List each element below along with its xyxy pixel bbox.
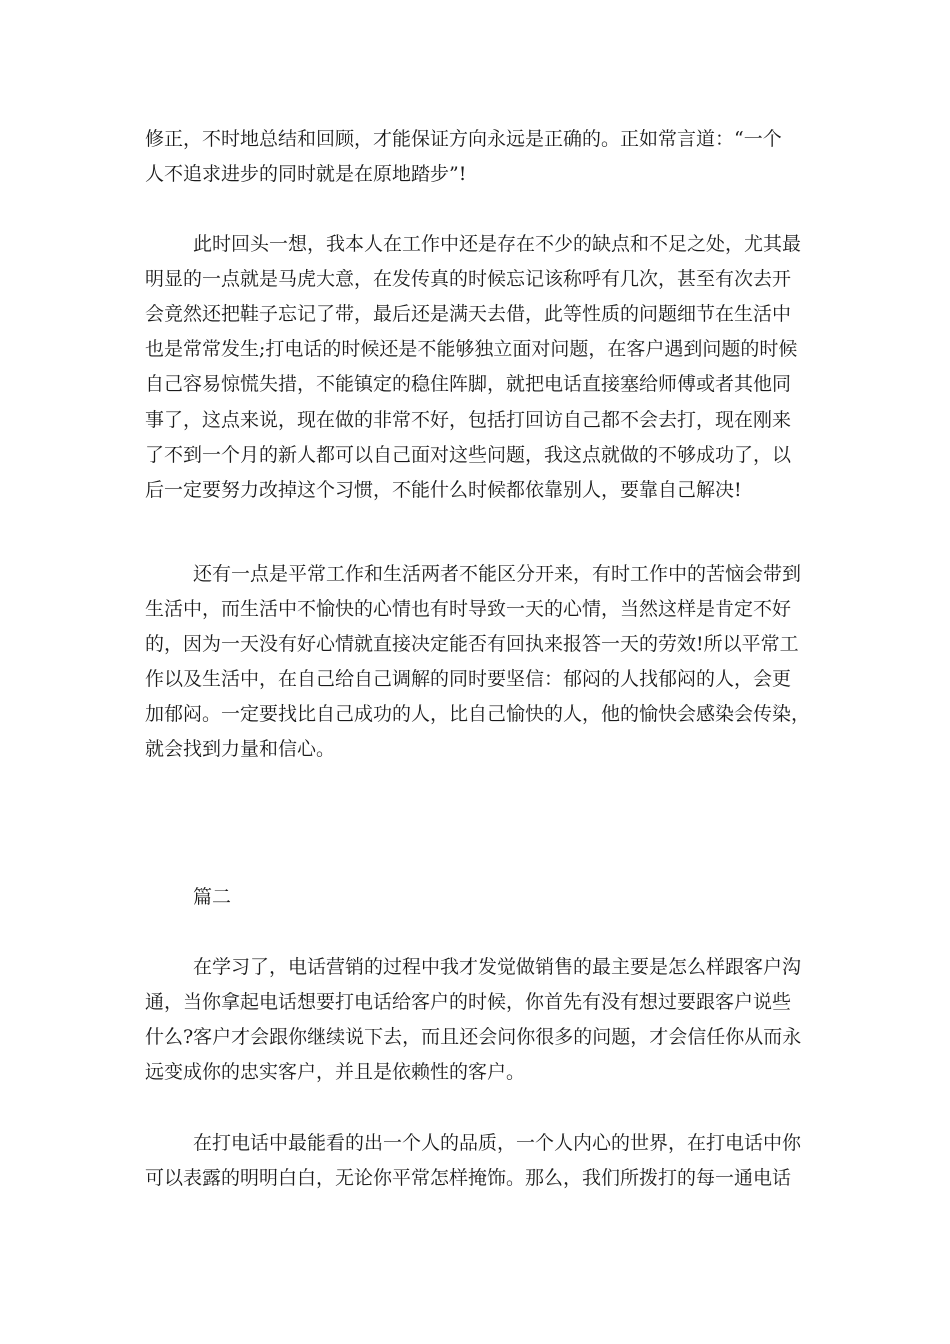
paragraph-1-line-2: 人不追求进步的同时就是在原地踏步”! bbox=[145, 163, 467, 185]
paragraph-3-line-2: 生活中，而生活中不愉快的心情也有时导致一天的心情，当然这样是肯定不好 bbox=[145, 598, 792, 620]
paragraph-4-line-3: 什么?客户才会跟你继续说下去，而且还会问你很多的问题，才会信任你从而永 bbox=[145, 1026, 802, 1048]
paragraph-2-line-5: 自己容易惊慌失措，不能镇定的稳住阵脚，就把电话直接塞给师傅或者其他同 bbox=[145, 373, 792, 395]
paragraph-5-line-1: 在打电话中最能看的出一个人的品质，一个人内心的世界，在打电话中你 bbox=[193, 1132, 802, 1154]
paragraph-4-line-1: 在学习了，电话营销的过程中我才发觉做销售的最主要是怎么样跟客户沟 bbox=[193, 956, 802, 978]
section-heading: 篇二 bbox=[193, 886, 232, 908]
paragraph-3-line-5: 加郁闷。一定要找比自己成功的人，比自己愉快的人，他的愉快会感染会传染， bbox=[145, 703, 811, 725]
paragraph-5-line-2: 可以表露的明明白白，无论你平常怎样掩饰。那么，我们所拨打的每一通电话 bbox=[145, 1167, 792, 1189]
paragraph-2-line-1: 此时回头一想，我本人在工作中还是存在不少的缺点和不足之处，尤其最 bbox=[193, 233, 802, 255]
paragraph-4-line-2: 通，当你拿起电话想要打电话给客户的时候，你首先有没有想过要跟客户说些 bbox=[145, 991, 792, 1013]
paragraph-2-line-3: 会竟然还把鞋子忘记了带，最后还是满天去借，此等性质的问题细节在生活中 bbox=[145, 303, 792, 325]
paragraph-3-line-1: 还有一点是平常工作和生活两者不能区分开来，有时工作中的苦恼会带到 bbox=[193, 563, 802, 585]
paragraph-1-line-1: 修正，不时地总结和回顾，才能保证方向永远是正确的。正如常言道：“一个 bbox=[145, 128, 782, 150]
paragraph-2-line-6: 事了，这点来说，现在做的非常不好，包括打回访自己都不会去打，现在刚来 bbox=[145, 409, 792, 431]
paragraph-4-line-4: 远变成你的忠实客户，并且是依赖性的客户。 bbox=[145, 1061, 526, 1083]
paragraph-2-line-7: 了不到一个月的新人都可以自己面对这些问题，我这点就做的不够成功了，以 bbox=[145, 444, 792, 466]
paragraph-2-line-4: 也是常常发生;打电话的时候还是不能够独立面对问题，在客户遇到问题的时候 bbox=[145, 338, 798, 360]
paragraph-3-line-3: 的，因为一天没有好心情就直接决定能否有回执来报答一天的劳效!所以平常工 bbox=[145, 633, 799, 655]
paragraph-3-line-4: 作以及生活中，在自己给自己调解的同时要坚信：郁闷的人找郁闷的人，会更 bbox=[145, 668, 792, 690]
paragraph-2-line-2: 明显的一点就是马虎大意，在发传真的时候忘记该称呼有几次，甚至有次去开 bbox=[145, 268, 792, 290]
paragraph-2-line-8: 后一定要努力改掉这个习惯，不能什么时候都依靠别人，要靠自己解决! bbox=[145, 479, 742, 501]
paragraph-3-line-6: 就会找到力量和信心。 bbox=[145, 738, 336, 760]
